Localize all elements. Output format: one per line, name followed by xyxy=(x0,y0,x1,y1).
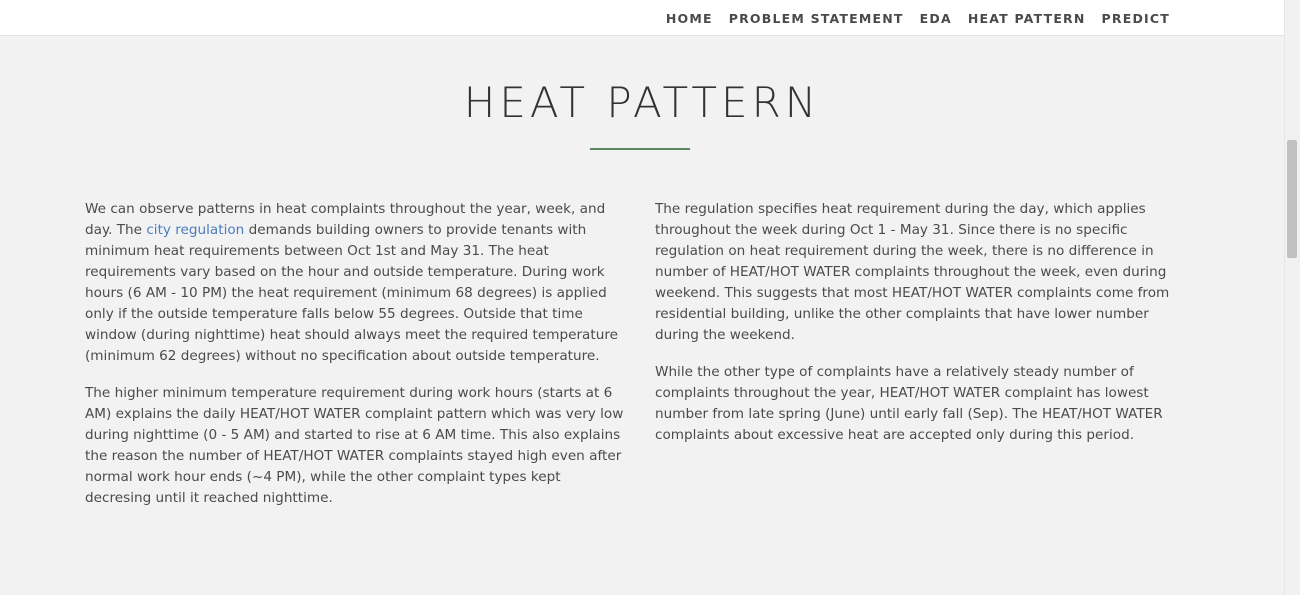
top-navbar xyxy=(0,0,1284,36)
page-scrollbar-track[interactable] xyxy=(1284,0,1300,595)
left-paragraph-2: The higher minimum temperature requirement during work hours (starts at 6 AM) explains the daily HEAT/HOT WATER complaint pattern which was very low during nighttime (0 - 5 AM) and started to rise at 6 AM time. This also explains the reason the number of HEAT/HOT WATER complaints stayed high even after normal work hour ends (~4 PM), while the other complaint types kept decresing until it reached nighttime. xyxy=(85,385,624,506)
title-underline xyxy=(590,148,690,150)
nav-item-eda[interactable]: EDA xyxy=(919,10,952,26)
right-text-column xyxy=(655,199,1195,462)
nav-menu xyxy=(650,0,1170,36)
section-title: HEAT PATTERN xyxy=(463,78,821,127)
left-p1-text-start: We can observe patterns in heat complaints throughout the year, week, and day. The xyxy=(85,201,606,238)
left-text-column xyxy=(85,199,625,525)
nav-item-heat-pattern[interactable]: HEAT PATTERN xyxy=(967,10,1086,26)
nav-item-home[interactable]: HOME xyxy=(665,10,713,26)
left-paragraph-1 xyxy=(85,199,625,367)
nav-item-problem-statement[interactable]: PROBLEM STATEMENT xyxy=(728,10,904,26)
left-p1-text-end: demands building owners to provide tenants with minimum heat requirements between Oct 1st and May 31. The heat requirements vary based on the hour and outside temperature. During work hours (6 AM - 10 PM) the heat requirement (minimum 68 degrees) is applied only if the outside temperature falls below 55 degrees. Outside that time window (during nighttime) heat should always meet the required temperature (minimum 62 degrees) without no specification about outside temperature. xyxy=(85,222,618,364)
right-paragraph-2: While the other type of complaints have a relatively steady number of complaints throughout the year, HEAT/HOT WATER complaint has lowest number from late spring (June) until early fall (Sep). The HEAT/HOT WATER complaints about excessive heat are accepted only during this period. xyxy=(655,364,1163,443)
nav-item-predict[interactable]: PREDICT xyxy=(1101,10,1170,26)
city-regulation-link[interactable]: city regulation xyxy=(146,222,245,238)
page-scrollbar-thumb[interactable] xyxy=(1287,140,1297,258)
right-paragraph-1: The regulation specifies heat requirement during the day, which applies throughout the week during Oct 1 - May 31. Since there is no specific regulation on heat requirement during the week, there is no difference in number of HEAT/HOT WATER complaints throughout the week, even during weekend. This suggests that most HEAT/HOT WATER complaints come from residential building, unlike the other complaints that have lower number during the weekend. xyxy=(655,201,1170,343)
